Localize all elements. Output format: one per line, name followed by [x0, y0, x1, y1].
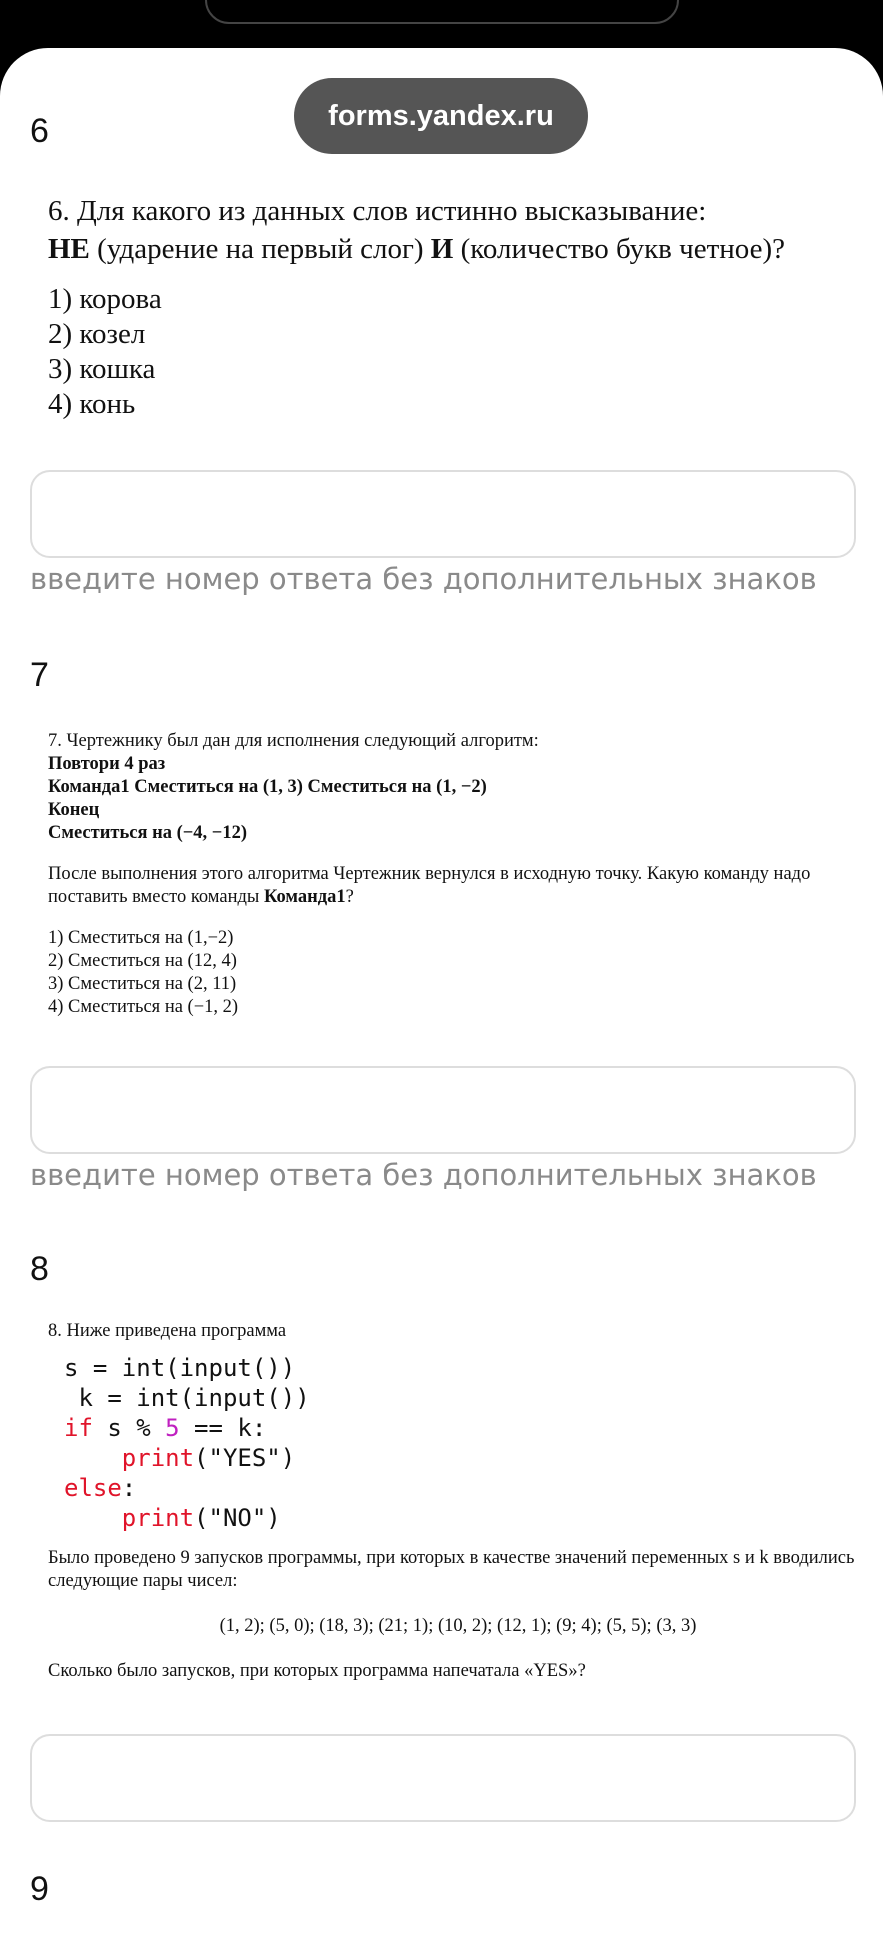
question-6-condition — [48, 230, 868, 268]
question-8-number: 8 — [30, 1250, 49, 1288]
answer-input-7[interactable] — [30, 1066, 856, 1154]
answer-input-6[interactable] — [30, 470, 856, 558]
question-6-options — [48, 282, 868, 422]
question-7-number: 7 — [30, 656, 49, 694]
question-7-options — [48, 927, 868, 1019]
code-number: 5 — [165, 1414, 180, 1442]
question-9-number: 9 — [30, 1870, 49, 1908]
option: 4) Сместиться на (−1, 2) — [48, 997, 239, 1017]
code-text: == k: — [179, 1414, 267, 1442]
question-8-text: Было проведено 9 запусков программы, при которых в качестве значений переменных s и k вводились следующие пары чисел: — [48, 1548, 855, 1591]
question-6-image — [48, 192, 868, 422]
option: 1) корова — [48, 283, 162, 315]
code-line-6 — [64, 1503, 868, 1533]
q7-text-bold: Команда1 — [263, 887, 346, 907]
option: 2) козел — [48, 318, 146, 350]
q7-text-1: После выполнения этого алгоритма Чертежник вернулся в исходную точку. Какую команду надо поставить вместо команды — [48, 864, 811, 907]
keyword-else: else — [64, 1474, 122, 1502]
option: 3) Сместиться на (2, 11) — [48, 974, 237, 994]
answer-hint-7: введите номер ответа без дополнительных знаков — [30, 1158, 817, 1192]
keyword-print: print — [121, 1504, 195, 1532]
code-line-1: s = int(input()) — [64, 1354, 296, 1382]
algo-line — [48, 776, 868, 799]
keyword-print: print — [121, 1444, 195, 1472]
answer-hint-6: введите номер ответа без дополнительных знаков — [30, 562, 817, 596]
code-text: s % — [92, 1414, 166, 1442]
algo-line-2: Команда1 Сместиться на (1, 3) Сместиться на (1, −2) — [48, 777, 487, 797]
algo-line — [48, 799, 868, 822]
code-text: : — [121, 1474, 137, 1502]
option: 4) конь — [48, 388, 136, 420]
option: 3) кошка — [48, 353, 156, 385]
algo-line-1: Повтори 4 раз — [48, 754, 166, 774]
cond-and: И — [430, 233, 454, 265]
question-8-intro: 8. Ниже приведена программа — [48, 1321, 287, 1341]
question-8-pairs: (1, 2); (5, 0); (18, 3); (21; 1); (10, 2); (12, 1); (9; 4); (5, 5); (3, 3) — [219, 1616, 697, 1636]
answer-input-8[interactable] — [30, 1734, 856, 1822]
keyword-if: if — [64, 1414, 93, 1442]
cond-not: НЕ — [48, 233, 90, 265]
code-text: ("YES") — [194, 1444, 296, 1472]
question-6-title: 6. Для какого из данных слов истинно высказывание: — [48, 195, 707, 227]
algo-line — [48, 753, 868, 776]
code-line-4 — [64, 1443, 868, 1473]
code-text: ("NO") — [194, 1504, 281, 1532]
algo-line — [48, 822, 868, 845]
question-8-image — [48, 1320, 868, 1683]
option: 2) Сместиться на (12, 4) — [48, 951, 237, 971]
question-7-text — [48, 863, 868, 909]
question-8-question: Сколько было запусков, при которых программа напечатала «YES»? — [48, 1661, 586, 1681]
algo-line-3: Конец — [48, 800, 100, 820]
cond-part2: (количество букв четное)? — [453, 233, 786, 265]
device-notch — [205, 0, 679, 24]
code-line-2: k = int(input()) — [64, 1384, 310, 1412]
option: 1) Сместиться на (1,−2) — [48, 928, 234, 948]
url-pill[interactable]: forms.yandex.ru — [294, 78, 588, 154]
code-block — [64, 1353, 868, 1533]
code-line-5 — [64, 1473, 868, 1503]
cond-part1: (ударение на первый слог) — [89, 233, 431, 265]
question-7-intro: 7. Чертежнику был дан для исполнения следующий алгоритм: — [48, 731, 539, 751]
q7-text-2: ? — [345, 887, 354, 907]
algo-line-4: Сместиться на (−4, −12) — [48, 823, 248, 843]
question-6-number: 6 — [30, 112, 49, 150]
question-7-image — [48, 730, 868, 1019]
code-line-3 — [64, 1413, 868, 1443]
